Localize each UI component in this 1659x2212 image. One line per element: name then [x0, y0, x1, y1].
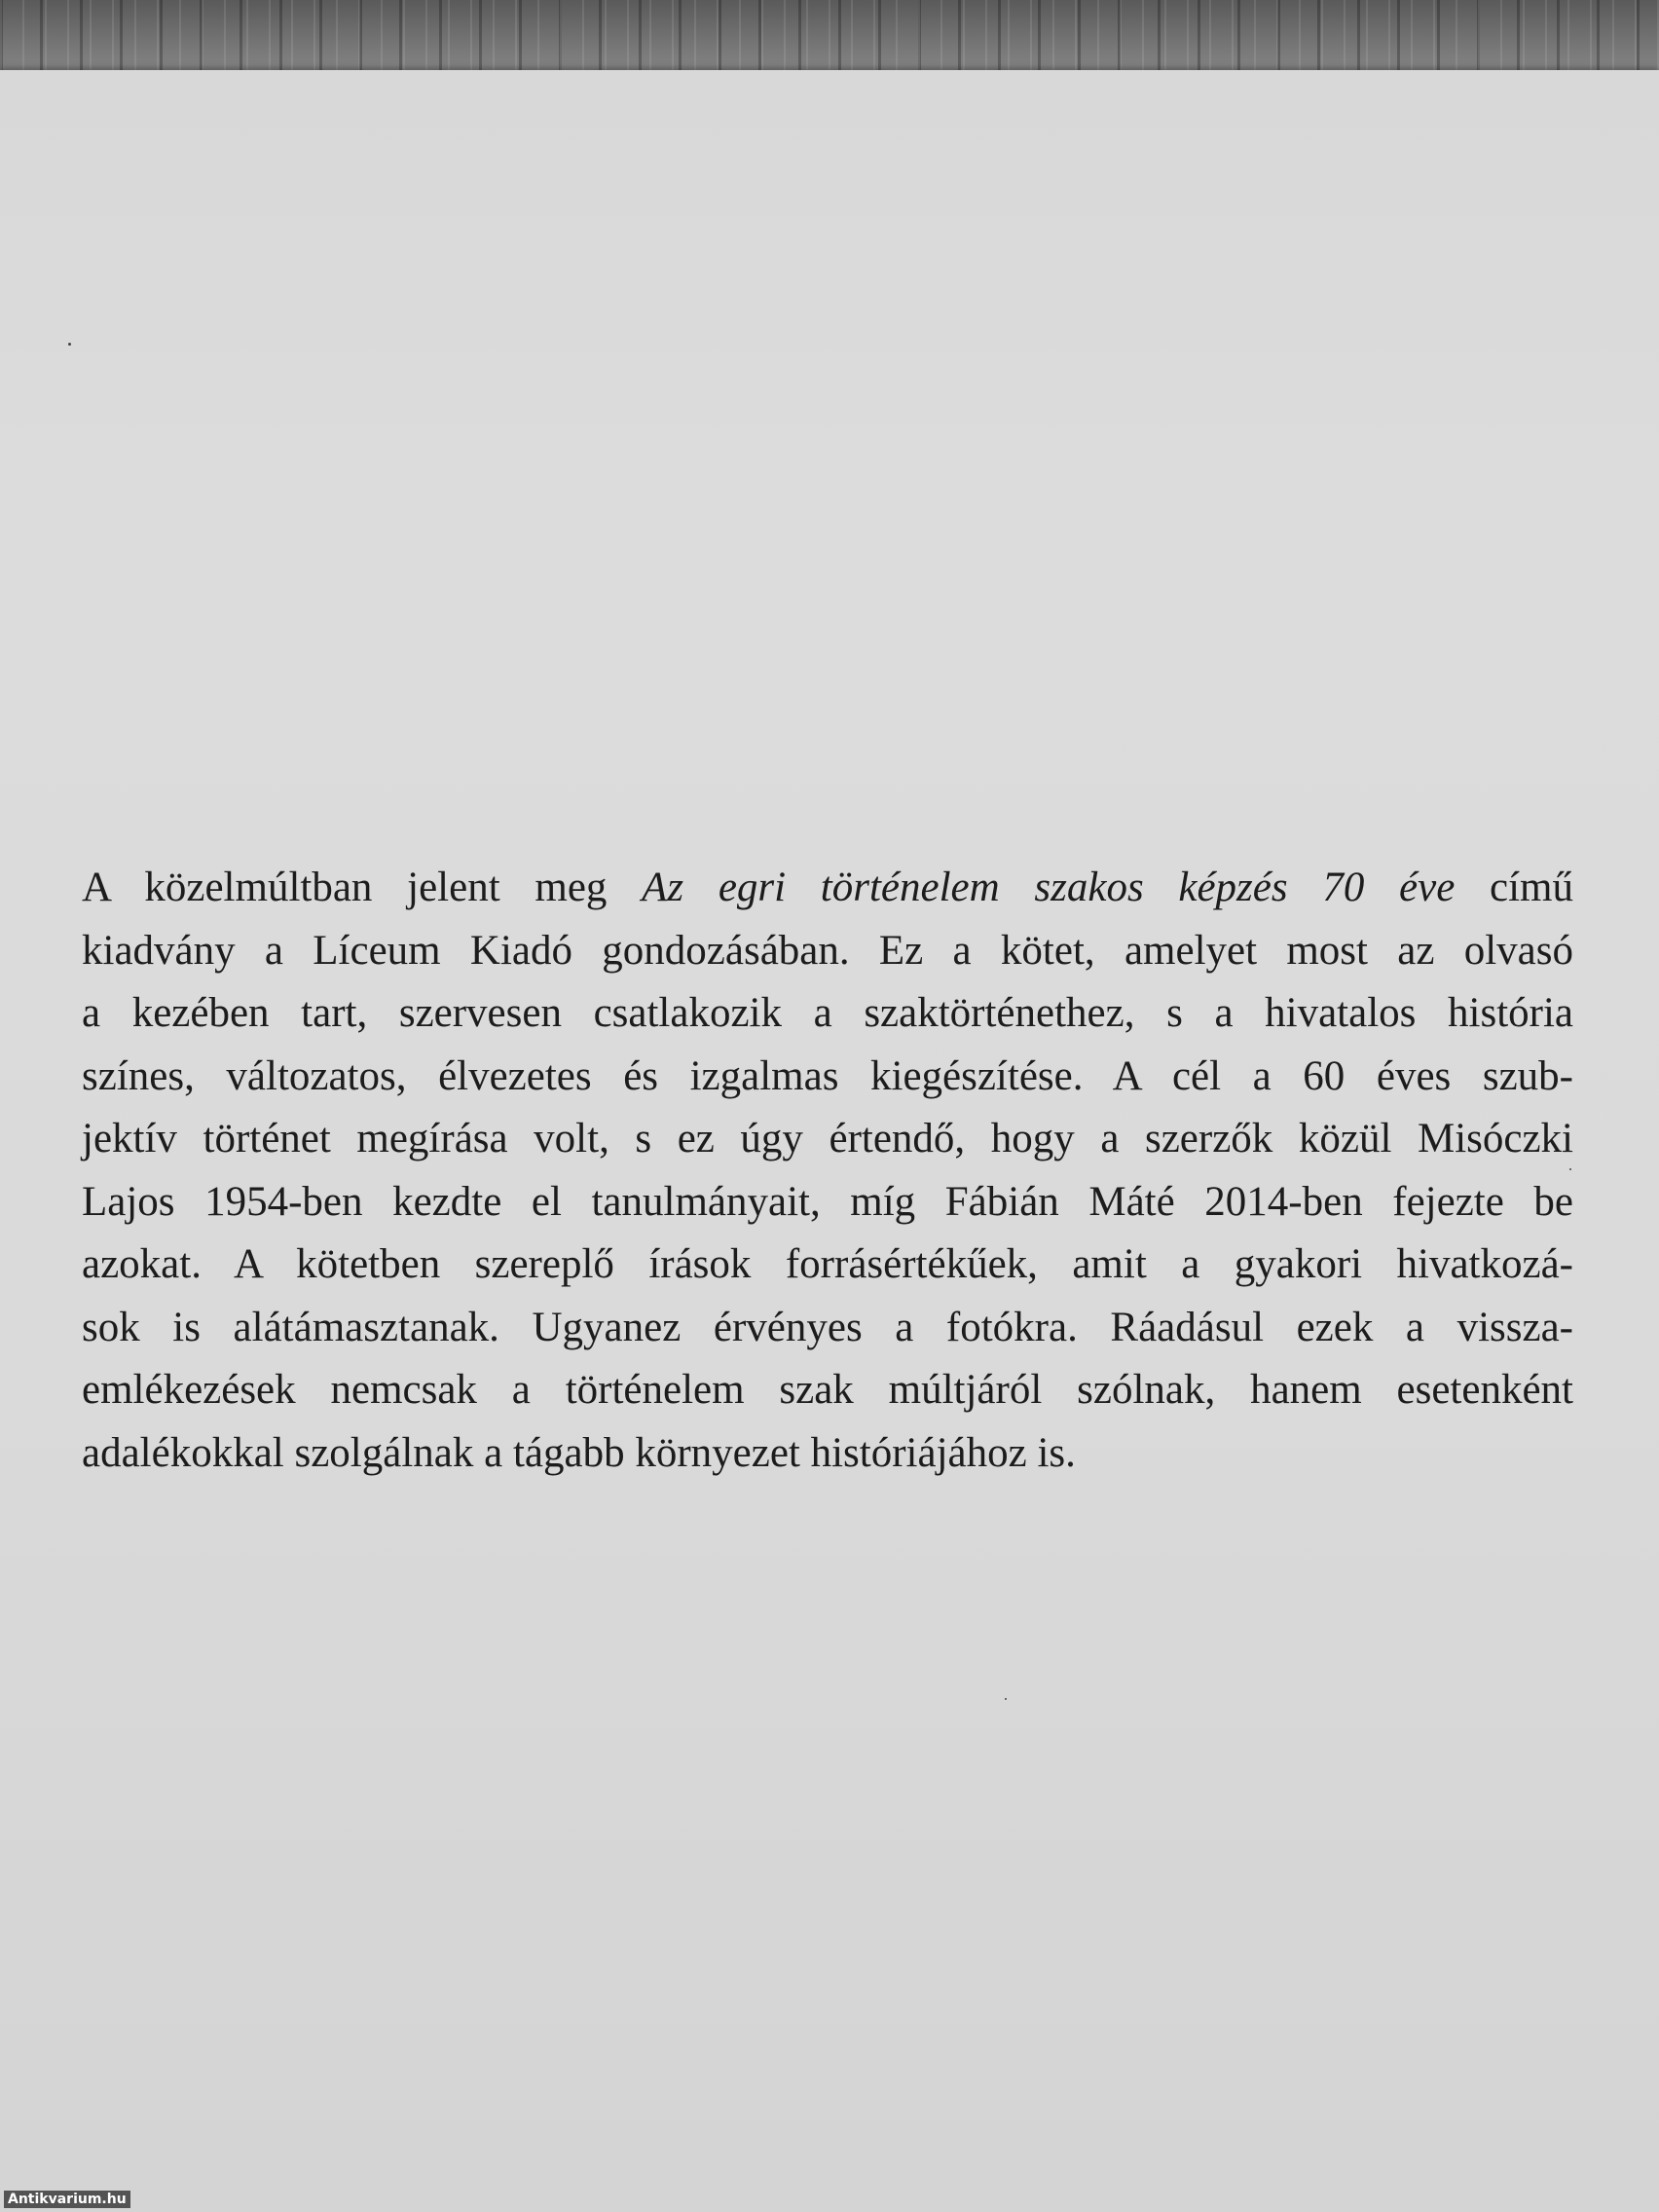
text-line: Lajos 1954-ben kezdte el tanulmányait, míg Fábián Máté 2014-ben fejezte be: [82, 1178, 1573, 1225]
page-speck: [1005, 1698, 1007, 1700]
text-run: A közelmúltban jelent meg: [82, 865, 643, 910]
book-page: [0, 70, 1659, 2212]
text-line: jektív történet megírása volt, s ez úgy értendő, hogy a szerzők közül Misóczki: [82, 1116, 1573, 1161]
text-line: sok is alátámasztanak. Ugyanez érvényes a fotókra. Ráadásul ezek a vissza-: [82, 1304, 1573, 1350]
text-line: színes, változatos, élvezetes és izgalmas kiegészítése. A cél a 60 éves szub-: [82, 1052, 1573, 1099]
book-title: Az egri történelem szakos képzés 70 éve: [642, 865, 1456, 910]
text-line: emlékezések nemcsak a történelem szak múltjáról szólnak, hanem esetenként: [82, 1367, 1573, 1413]
text-line: adalékokkal szolgálnak a tágabb környezet históriájához is.: [82, 1429, 1076, 1476]
watermark: Antikvarium.hu: [4, 2191, 130, 2208]
text-line: [82, 857, 1573, 920]
text-line: azokat. A kötetben szereplő írások forrásértékűek, amit a gyakori hivatkozá-: [82, 1241, 1573, 1287]
text-line: a kezében tart, szervesen csatlakozik a szaktörténethez, s a hivatalos história: [82, 990, 1573, 1036]
text-run: című: [1455, 865, 1573, 910]
page-speck: [68, 343, 71, 346]
text-line: kiadvány a Líceum Kiadó gondozásában. Ez a kötet, amelyet most az olvasó: [82, 927, 1573, 974]
body-paragraph: [82, 857, 1573, 1485]
